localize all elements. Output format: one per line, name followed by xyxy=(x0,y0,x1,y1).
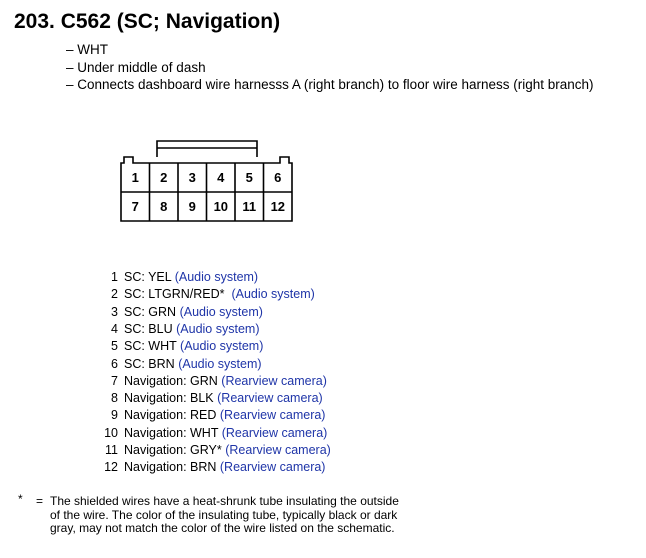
pin-system-link[interactable]: (Rearview camera) xyxy=(219,408,326,423)
pin-number: 2 xyxy=(111,287,118,302)
pin-description xyxy=(124,425,327,442)
cavity-2: 2 xyxy=(160,170,168,185)
pin-wire: Navigation: WHT xyxy=(124,425,219,440)
page-title: 203. C562 (SC; Navigation) xyxy=(14,10,281,33)
pin-wire: Navigation: BRN xyxy=(124,460,217,475)
pin-description xyxy=(124,338,263,355)
connector-diagram xyxy=(115,137,300,227)
pin-system-link[interactable]: (Rearview camera) xyxy=(221,425,328,440)
cavity-6: 6 xyxy=(274,170,282,185)
pin-system-link[interactable]: (Audio system) xyxy=(178,356,262,371)
pin-number: 9 xyxy=(111,408,118,423)
cavity-11: 11 xyxy=(242,199,257,214)
pin-system-link[interactable]: (Audio system) xyxy=(174,270,259,284)
pin-description xyxy=(124,373,327,390)
pin-description xyxy=(124,304,263,321)
pin-description xyxy=(124,356,262,373)
pin-system-link[interactable]: (Audio system) xyxy=(179,304,263,319)
pin-number: 10 xyxy=(104,425,118,440)
connector-latch xyxy=(157,141,257,157)
pin-description xyxy=(124,269,258,286)
pin-system-link[interactable]: (Audio system) xyxy=(176,321,260,336)
cavity-10: 10 xyxy=(213,199,229,214)
cavity-12: 12 xyxy=(270,199,286,214)
pin-wire: SC: LTGRN/RED* xyxy=(124,287,225,302)
pin-description xyxy=(124,390,323,407)
footnote-asterisk: * xyxy=(18,492,23,506)
detail-location: – Under middle of dash xyxy=(66,59,206,75)
pin-wire: SC: YEL xyxy=(124,270,172,284)
pin-wire: SC: BRN xyxy=(124,356,175,371)
pin-description xyxy=(124,459,325,476)
footnote-equals: = xyxy=(36,494,44,508)
pin-wire: SC: BLU xyxy=(124,321,173,336)
pin-description xyxy=(124,407,325,424)
pin-number: 5 xyxy=(111,339,118,354)
pin-number: 8 xyxy=(111,391,118,406)
pin-number: 7 xyxy=(111,373,118,388)
pin-wire: Navigation: BLK xyxy=(124,391,214,406)
cavity-5: 5 xyxy=(245,170,253,185)
pin-number: 1 xyxy=(111,270,118,284)
detail-color: – WHT xyxy=(66,42,108,57)
pin-wire: Navigation: RED xyxy=(124,408,217,423)
pin-system-link[interactable]: (Rearview camera) xyxy=(217,391,323,406)
pin-wire: Navigation: GRY* xyxy=(124,443,222,457)
pin-number: 4 xyxy=(111,321,118,336)
pin-system-link[interactable]: (Audio system) xyxy=(180,339,264,354)
pin-number: 12 xyxy=(104,460,118,475)
pin-description xyxy=(124,321,259,338)
pin-description xyxy=(124,286,315,303)
pin-system-link[interactable]: (Rearview camera) xyxy=(225,443,331,457)
pin-description xyxy=(124,442,331,459)
pin-number: 3 xyxy=(111,304,118,319)
pin-wire: SC: WHT xyxy=(124,339,177,354)
cavity-9: 9 xyxy=(188,199,196,214)
pin-system-link[interactable]: (Rearview camera) xyxy=(221,373,327,388)
pin-number: 6 xyxy=(111,356,118,371)
cavity-3: 3 xyxy=(188,170,196,185)
pin-number: 11 xyxy=(105,443,118,457)
cavity-4: 4 xyxy=(217,170,225,185)
pin-system-link[interactable]: (Audio system) xyxy=(231,287,315,302)
pin-wire: SC: GRN xyxy=(124,304,177,319)
pin-wire: Navigation: GRN xyxy=(124,373,218,388)
detail-connection: – Connects dashboard wire harnesss A (right branch) to floor wire harness (right branch) xyxy=(66,77,594,92)
cavity-7: 7 xyxy=(131,199,139,214)
cavity-8: 8 xyxy=(160,199,168,214)
pin-system-link[interactable]: (Rearview camera) xyxy=(219,460,326,475)
footnote-text: The shielded wires have a heat-shrunk tube insulating the outside of the wire. The color of the insulating tube, typically black or dark gray, may not match the color of the wire listed on the schematic. xyxy=(50,494,399,535)
connector-details xyxy=(66,41,594,94)
cavity-1: 1 xyxy=(131,170,139,185)
